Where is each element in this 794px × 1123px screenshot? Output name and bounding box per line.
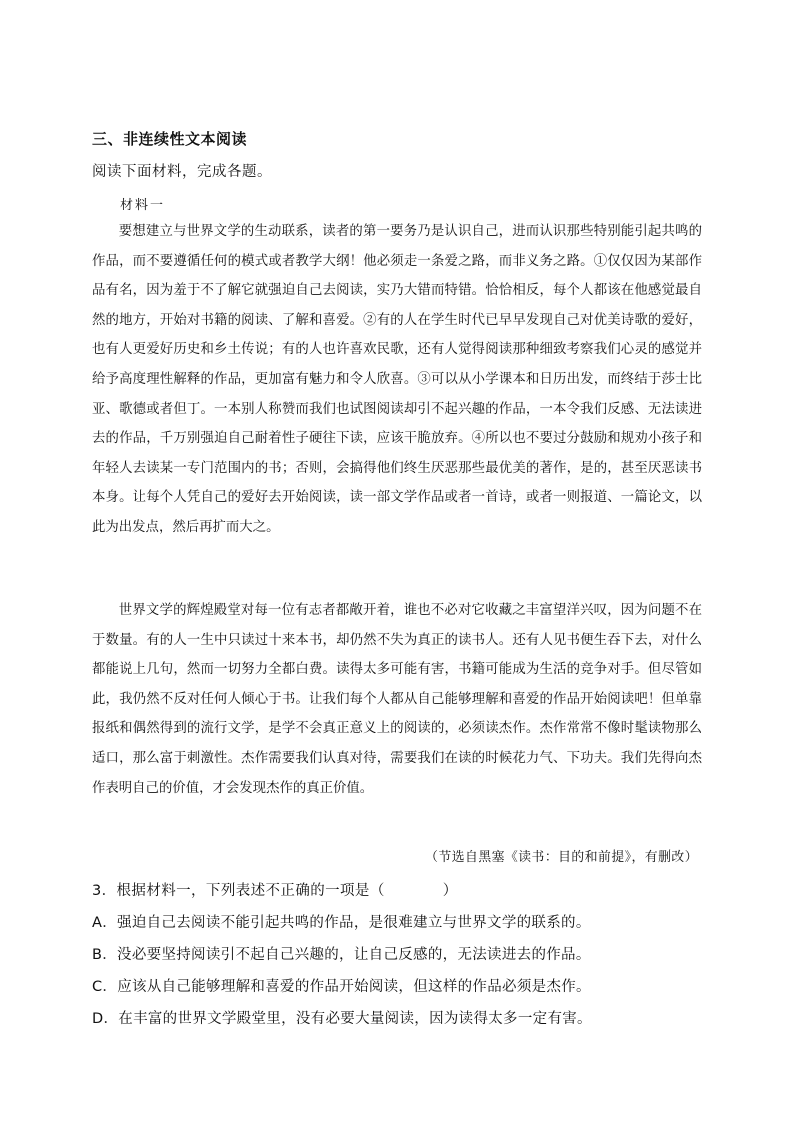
material-label: 材料一 xyxy=(120,198,166,213)
question-stem-suffix: ） xyxy=(442,883,458,899)
option-a: A．强迫自己去阅读不能引起共鸣的作品，是很难建立与世界文学的联系的。 xyxy=(92,915,591,931)
reading-instruction: 阅读下面材料，完成各题。 xyxy=(92,164,272,180)
option-b: B．没必要坚持阅读引不起自己兴趣的，让自己反感的，无法读进去的作品。 xyxy=(92,947,591,963)
source-citation: （节选自黑塞《读书：目的和前提》，有删改） xyxy=(425,850,698,865)
section-title: 三、非连续性文本阅读 xyxy=(92,130,248,148)
option-c: C．应该从自己能够理解和喜爱的作品开始阅读，但这样的作品必须是杰作。 xyxy=(92,979,591,995)
material-paragraph: 要想建立与世界文学的生动联系，读者的第一要务乃是认识自己，进而认识那些特别能引起共鸣的作品，而不要遵循任何的模式或者教学大纲！他必须走一条爱之路，而非义务之路。①仅仅因为某部作品有名，因为羞于不了解它就强迫自己去阅读，实乃大错而特错。恰恰相反，每个人都该在他感觉最自然的地方，开始对书籍的阅读、了解和喜爱。②有的人在学生时代已早早发现自己对优美诗歌的爱好，也有人更爱好历史和乡土传说；有的人也许喜欢民歌，还有人觉得阅读那种细致考察我们心灵的感觉并给予高度理性解释的作品，更加富有魅力和令人欣喜。③可以从小学课本和日历出发，而终结于莎士比亚、歌德或者但丁。一本别人称赞而我们也试图阅读却引不起兴趣的作品，一本令我们反感、无法读进去的作品，千万别强迫自己耐着性子硬往下读，应该干脆放弃。④所以也不要过分鼓励和规劝小孩子和年轻人去读某一专门范围内的书；否则，会搞得他们终生厌恶那些最优美的著作，是的，甚至厌恶读书本身。让每个人凭自己的爱好去开始阅读，读一部文学作品或者一首诗，或者一则报道、一篇论文，以此为出发点，然后再扩而大之。 xyxy=(92,224,702,535)
option-d: D．在丰富的世界文学殿堂里，没有必要大量阅读，因为读得太多一定有害。 xyxy=(92,1011,592,1027)
material-paragraph: 世界文学的辉煌殿堂对每一位有志者都敞开着，谁也不必对它收藏之丰富望洋兴叹，因为问题不在于数量。有的人一生中只读过十来本书，却仍然不失为真正的读书人。还有人见书便生吞下去，对什么都能说上几句，然而一切努力全都白费。读得太多可能有害，书籍可能成为生活的竞争对手。但尽管如此，我仍然不反对任何人倾心于书。让我们每个人都从自己能够理解和喜爱的作品开始阅读吧！但单靠报纸和偶然得到的流行文学，是学不会真正意义上的阅读的，必须读杰作。杰作常常不像时髦读物那么适口，那么富于刺激性。杰作需要我们认真对待，需要我们在读的时候花力气、下功夫。我们先得向杰作表明自己的价值，才会发现杰作的真正价值。 xyxy=(92,603,702,796)
question-stem xyxy=(92,879,458,900)
question-stem-prefix: 3．根据材料一，下列表述不正确的一项是（ xyxy=(92,883,385,899)
